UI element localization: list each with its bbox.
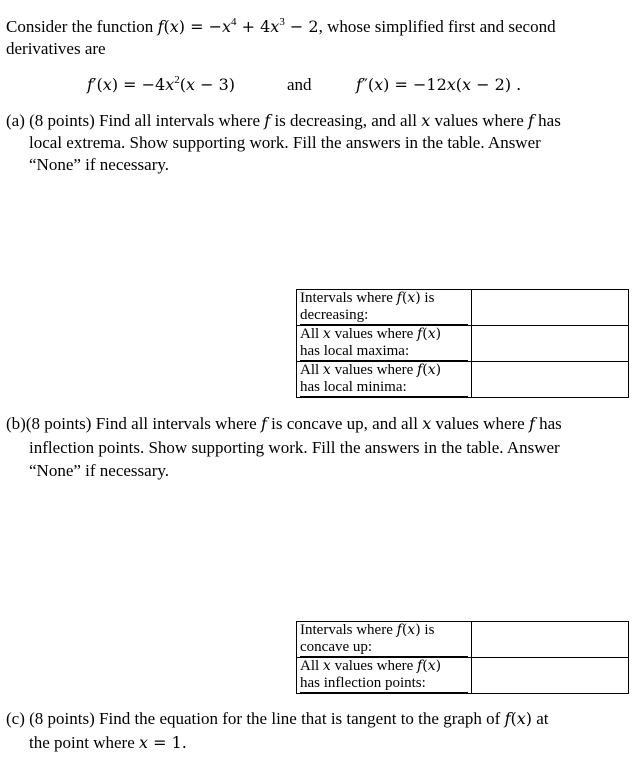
table-label-cell: All x values where f(x) has local minima:: [297, 362, 472, 398]
intro-text: Consider the function: [6, 17, 158, 36]
table-row: [297, 658, 629, 694]
answer-input-local-minima[interactable]: [472, 362, 629, 398]
intro-line-1: Consider the function $f(x) = -x^4 + 4x^3 - 2$, whose simplified first and second: [6, 16, 556, 36]
part-a-line-1: (a) (8 points) Find all intervals where f is decreasing, and all x values where f has: [6, 111, 561, 130]
table-row: [297, 622, 629, 658]
part-b-line-3: “None” if necessary.: [29, 461, 170, 480]
table-row: [297, 290, 629, 326]
table-label-cell: All x values where f(x) has inflection points:: [297, 658, 472, 694]
part-a-label: (a): [6, 111, 25, 130]
answer-input-local-maxima[interactable]: [472, 326, 629, 362]
table-row: [297, 326, 629, 362]
part-a-line-2: local extrema. Show supporting work. Fill the answers in the table. Answer: [29, 133, 541, 152]
part-b-answer-table: [296, 621, 629, 694]
intro-text-tail: , whose simplified first and second: [318, 17, 556, 36]
table-label-cell: All x values where f(x) has local maxima:: [297, 326, 472, 362]
second-derivative: f″(x) = −12x(x − 2) .: [356, 75, 522, 94]
answer-input-inflection-points[interactable]: [472, 658, 629, 694]
part-a-line-3: “None” if necessary.: [29, 155, 170, 174]
part-c-line-1: (c) (8 points) Find the equation for the line that is tangent to the graph of f(x) at: [6, 709, 549, 728]
intro-line-2: derivatives are: [6, 39, 106, 58]
table-label-cell: Intervals where f(x) is decreasing:: [297, 290, 472, 326]
part-b-line-2: inflection points. Show supporting work. Fill the answers in the table. Answer: [29, 438, 560, 457]
table-row: [297, 362, 629, 398]
part-c-line-2: the point where x = 1.: [29, 733, 187, 752]
part-b-label: (b): [6, 414, 26, 433]
part-b-line-1: (b)(8 points) Find all intervals where f is concave up, and all x values where f has: [6, 414, 562, 433]
part-c-label: (c): [6, 709, 25, 728]
part-b-points: (8 points): [25, 414, 92, 433]
answer-input-concave-up[interactable]: [472, 622, 629, 658]
part-a-answer-table: [296, 289, 629, 398]
function-definition: f: [157, 17, 164, 36]
part-a-points: (8 points): [29, 111, 95, 130]
first-derivative: $f'(x) = -4x^2(x - 3)$: [87, 74, 236, 94]
answer-input-decreasing[interactable]: [472, 290, 629, 326]
part-c-points: (8 points): [29, 709, 95, 728]
and-word: and: [287, 75, 312, 94]
table-label-cell: Intervals where f(x) is concave up:: [297, 622, 472, 658]
